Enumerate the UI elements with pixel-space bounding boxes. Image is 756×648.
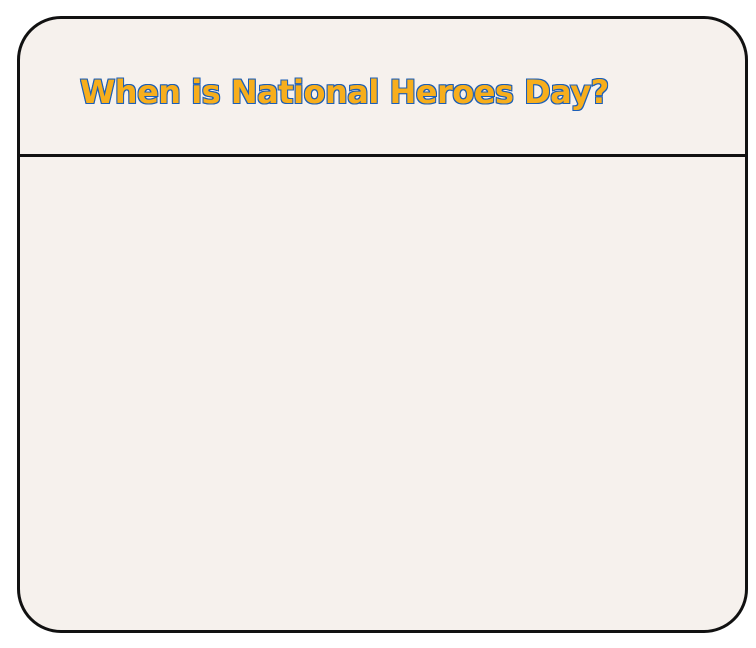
- question-card: [17, 16, 748, 633]
- card-header: [20, 19, 745, 157]
- question-title: When is National Heroes Day?: [80, 73, 609, 111]
- answer-area: [20, 157, 745, 630]
